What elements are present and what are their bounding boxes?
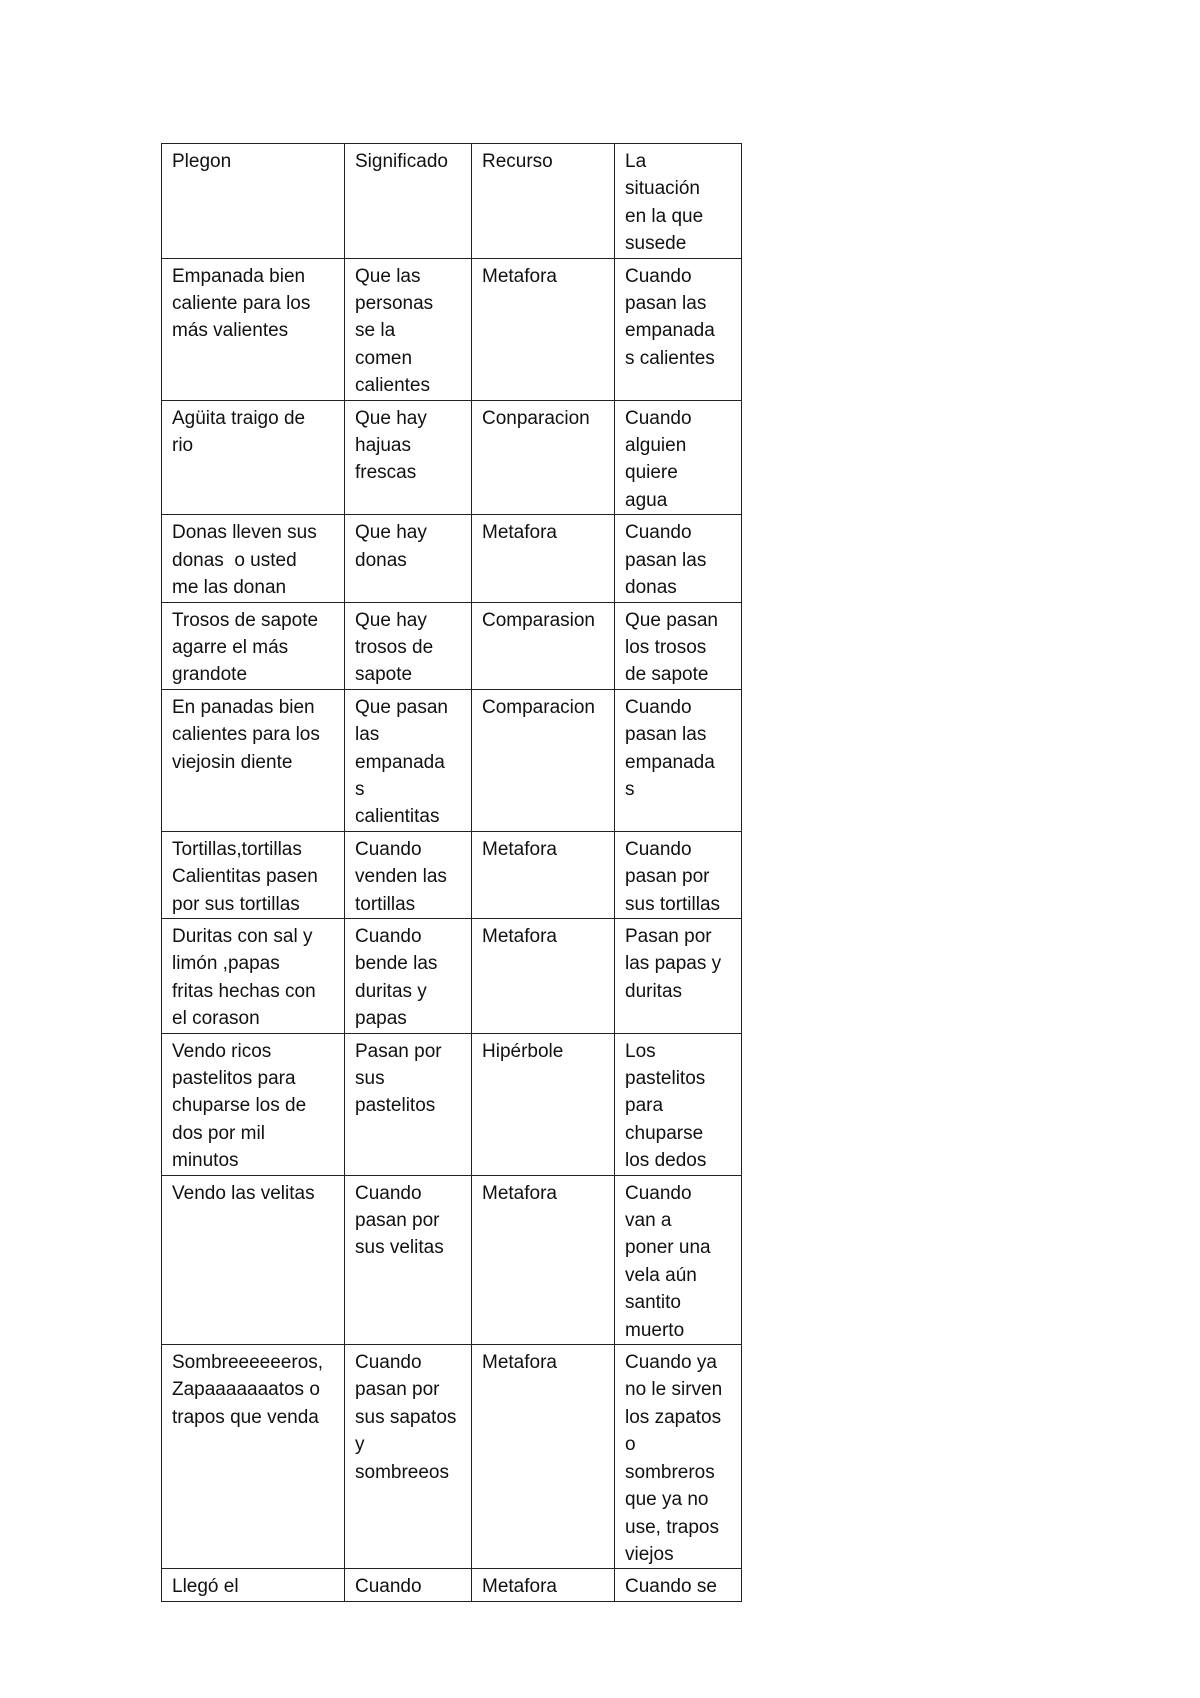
table-row xyxy=(162,1033,742,1175)
cell-recurso: Metafora xyxy=(472,1175,615,1344)
table-row xyxy=(162,831,742,918)
cell-plegon: Trosos de sapote agarre el más grandote xyxy=(162,602,345,689)
cell-situacion: Pasan por las papas y duritas xyxy=(615,918,742,1033)
cell-significado: Que hay donas xyxy=(345,515,472,602)
cell-recurso: Conparacion xyxy=(472,400,615,515)
cell-significado: Cuando bende las duritas y papas xyxy=(345,918,472,1033)
cell-situacion: Cuando ya no le sirven los zapatos o sombreros que ya no use, trapos viejos xyxy=(615,1345,742,1569)
cell-recurso: Hipérbole xyxy=(472,1033,615,1175)
plegon-table xyxy=(161,143,742,1602)
cell-plegon: En panadas bien calientes para los viejosin diente xyxy=(162,689,345,831)
cell-plegon: Duritas con sal y limón ,papas fritas hechas con el corason xyxy=(162,918,345,1033)
cell-situacion: Cuando alguien quiere agua xyxy=(615,400,742,515)
cell-plegon: Llegó el xyxy=(162,1569,345,1601)
table-row xyxy=(162,689,742,831)
cell-situacion: Cuando se xyxy=(615,1569,742,1601)
cell-significado: Pasan por sus pastelitos xyxy=(345,1033,472,1175)
cell-situacion: Cuando pasan por sus tortillas xyxy=(615,831,742,918)
cell-recurso: Metafora xyxy=(472,1569,615,1601)
cell-significado: Que pasan las empanada s calientitas xyxy=(345,689,472,831)
cell-significado: Que hay trosos de sapote xyxy=(345,602,472,689)
cell-plegon: Vendo ricos pastelitos para chuparse los de dos por mil minutos xyxy=(162,1033,345,1175)
header-plegon: Plegon xyxy=(162,144,345,259)
cell-significado: Cuando venden las tortillas xyxy=(345,831,472,918)
cell-situacion: Cuando pasan las donas xyxy=(615,515,742,602)
table-header-row xyxy=(162,144,742,259)
cell-recurso: Metafora xyxy=(472,918,615,1033)
cell-significado: Cuando xyxy=(345,1569,472,1601)
table-row xyxy=(162,258,742,400)
cell-recurso: Metafora xyxy=(472,1345,615,1569)
table-row xyxy=(162,1569,742,1601)
cell-situacion: Cuando pasan las empanada s calientes xyxy=(615,258,742,400)
cell-plegon: Vendo las velitas xyxy=(162,1175,345,1344)
cell-recurso: Metafora xyxy=(472,258,615,400)
cell-plegon: Tortillas,tortillas Calientitas pasen por sus tortillas xyxy=(162,831,345,918)
cell-situacion: Que pasan los trosos de sapote xyxy=(615,602,742,689)
cell-situacion: Los pastelitos para chuparse los dedos xyxy=(615,1033,742,1175)
cell-recurso: Metafora xyxy=(472,515,615,602)
table-row xyxy=(162,515,742,602)
cell-situacion: Cuando pasan las empanada s xyxy=(615,689,742,831)
cell-recurso: Comparacion xyxy=(472,689,615,831)
cell-situacion: Cuando van a poner una vela aún santito muerto xyxy=(615,1175,742,1344)
table-row xyxy=(162,602,742,689)
cell-plegon: Agüita traigo de rio xyxy=(162,400,345,515)
header-recurso: Recurso xyxy=(472,144,615,259)
cell-significado: Cuando pasan por sus sapatos y sombreeos xyxy=(345,1345,472,1569)
cell-recurso: Metafora xyxy=(472,831,615,918)
table-row xyxy=(162,1345,742,1569)
header-significado: Significado xyxy=(345,144,472,259)
cell-significado: Que las personas se la comen calientes xyxy=(345,258,472,400)
cell-recurso: Comparasion xyxy=(472,602,615,689)
table-row xyxy=(162,918,742,1033)
cell-plegon: Donas lleven sus donas o usted me las donan xyxy=(162,515,345,602)
cell-significado: Que hay hajuas frescas xyxy=(345,400,472,515)
cell-plegon: Sombreeeeeeros, Zapaaaaaaatos o trapos que venda xyxy=(162,1345,345,1569)
cell-plegon: Empanada bien caliente para los más valientes xyxy=(162,258,345,400)
cell-significado: Cuando pasan por sus velitas xyxy=(345,1175,472,1344)
header-situacion: La situación en la que susede xyxy=(615,144,742,259)
table-row xyxy=(162,1175,742,1344)
table-row xyxy=(162,400,742,515)
